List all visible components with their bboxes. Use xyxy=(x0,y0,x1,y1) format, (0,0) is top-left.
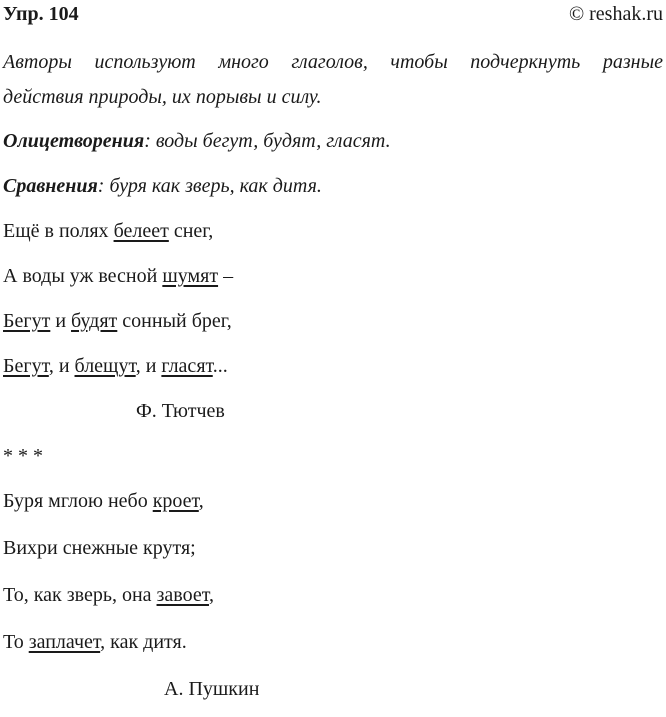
poem-separator: * * * xyxy=(3,445,43,467)
text-segment: : буря как зверь, как дитя. xyxy=(97,175,322,197)
poem-pushkin xyxy=(3,488,663,702)
text-segment: , и xyxy=(48,355,75,377)
text-segment: , и xyxy=(135,355,162,377)
underlined-verb: завоет xyxy=(156,584,209,606)
text-segment: ... xyxy=(212,355,228,377)
poem1-line-4 xyxy=(3,353,663,379)
term-label: Олицетворения xyxy=(3,130,145,152)
comparison-line xyxy=(3,173,663,199)
underlined-verb: будят xyxy=(71,310,118,332)
poem1-line-3 xyxy=(3,308,663,334)
text-segment: , как дитя. xyxy=(100,631,187,653)
poem2-line-3 xyxy=(3,582,663,608)
copyright-watermark: © reshak.ru xyxy=(568,3,663,25)
text-segment: сонный брег, xyxy=(117,310,232,332)
poem2-line-1 xyxy=(3,488,663,514)
text-segment: Буря мглою небо xyxy=(3,490,153,512)
poem1-line-1 xyxy=(3,218,663,244)
underlined-verb: кроет xyxy=(152,490,199,512)
intro-line-1: Авторы используют много глаголов, чтобы подчеркнуть разные xyxy=(3,51,663,73)
text-segment: То xyxy=(3,631,29,653)
text-segment: : воды бегут, будят, гласят. xyxy=(144,130,391,152)
poem2-line-2 xyxy=(3,535,663,561)
text-segment: Ещё в полях xyxy=(3,220,114,242)
text-segment: , xyxy=(198,490,204,512)
intro-paragraph xyxy=(3,45,663,115)
text-segment: Вихри снежные крутя; xyxy=(3,537,196,559)
term-label: Сравнения xyxy=(3,175,98,197)
poem-tyutchev xyxy=(3,218,663,424)
poem1-line-2 xyxy=(3,263,663,289)
poem1-author: Ф. Тютчев xyxy=(136,400,225,422)
underlined-verb: гласят xyxy=(161,355,213,377)
text-segment: и xyxy=(50,310,72,332)
underlined-verb: блещут xyxy=(74,355,136,377)
underlined-verb: заплачет xyxy=(28,631,101,653)
poem2-author: А. Пушкин xyxy=(164,678,260,700)
exercise-title: Упр. 104 xyxy=(3,3,79,25)
personification-line xyxy=(3,128,663,154)
text-segment: снег, xyxy=(168,220,214,242)
poem2-line-4 xyxy=(3,629,663,655)
text-segment: – xyxy=(218,265,234,287)
text-segment: А воды уж весной xyxy=(3,265,163,287)
text-segment: То, как зверь, она xyxy=(3,584,157,606)
underlined-verb: Бегут xyxy=(3,355,49,377)
page-header xyxy=(3,2,663,26)
underlined-verb: Бегут xyxy=(3,310,51,332)
underlined-verb: белеет xyxy=(113,220,169,242)
underlined-verb: шумят xyxy=(162,265,219,287)
intro-line-2: действия природы, их порывы и силу. xyxy=(3,86,322,108)
text-segment: , xyxy=(208,584,214,606)
